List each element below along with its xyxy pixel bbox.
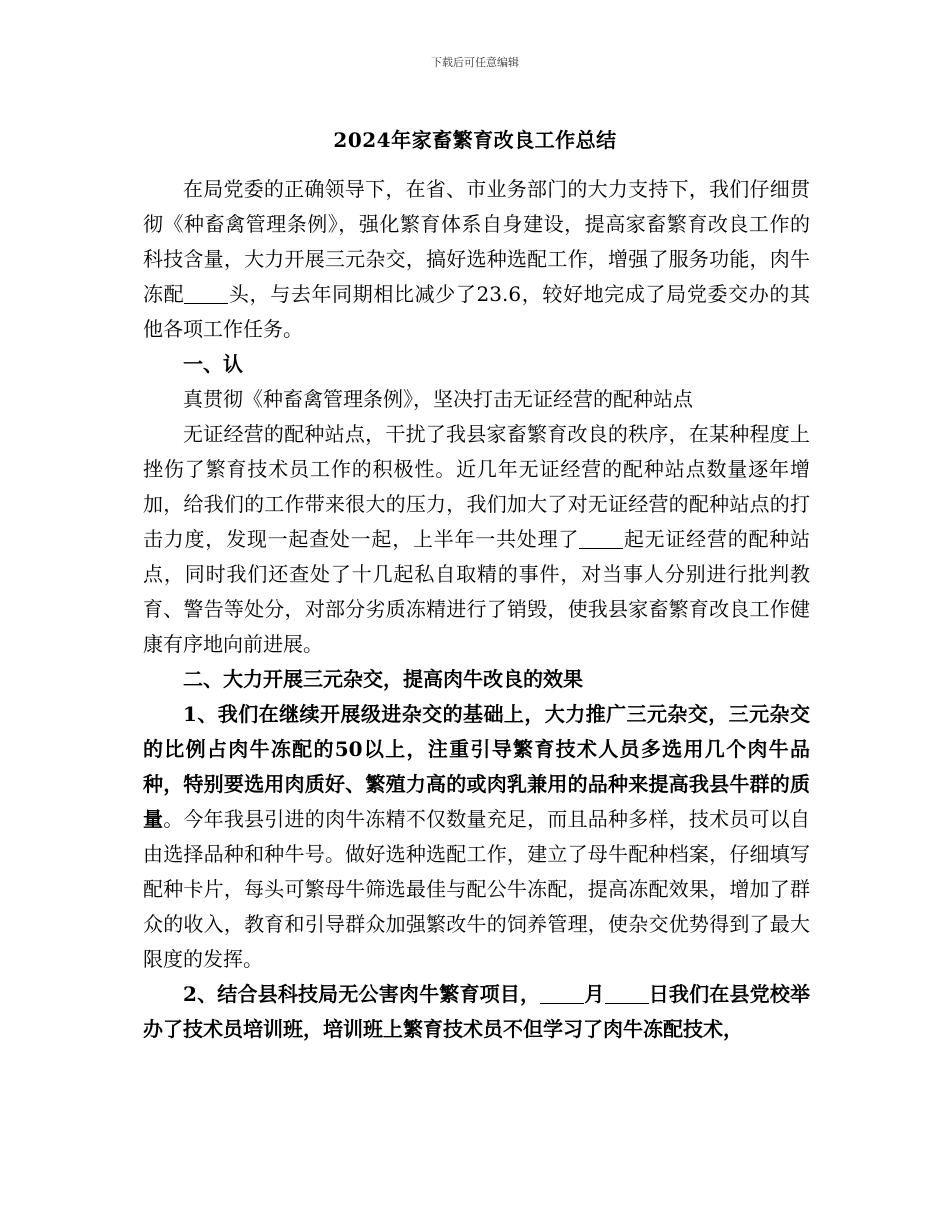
section2-heading: 二、大力开展三元杂交，提高肉牛改良的效果 <box>183 667 583 691</box>
section2-item1 <box>143 697 810 977</box>
intro-text-1: 在局党委的正确领导下，在省、市业务部门的大力支持下，我们仔细贯彻《种畜禽管理条例》，强化繁育体系自身建设，提高家畜繁育改良工作的科技含量，大力开展三元杂交，搞好选种选配工作，增强了服务功能，肉牛冻配 <box>143 177 810 306</box>
section2-item2-text-3: 日我们在县党校举办了技术员培训班，培训班上繁育技术员不但学习了肉牛冻配技术， <box>143 982 811 1041</box>
header-note: 下载后可任意编辑 <box>431 56 519 69</box>
intro-text-2: 头，与去年同期相比减少了23.6，较好地完成了局党委交办的其他各项工作任务。 <box>143 282 811 341</box>
page-title: 2024年家畜繁育改良工作总结 <box>333 128 617 152</box>
fill-blank <box>579 528 623 549</box>
intro-paragraph <box>143 172 810 347</box>
document-body <box>143 172 810 1047</box>
section1-paragraph <box>143 417 810 662</box>
fill-blank <box>184 283 228 304</box>
section2-item2-text-2: 月 <box>584 982 605 1006</box>
section2-item1-text: 。今年我县引进的肉牛冻精不仅数量充足，而且品种多样，技术员可以自由选择品种和种牛号。做好选种选配工作，建立了母牛配种档案，仔细填写配种卡片，每头可繁母牛筛选最佳与配公牛冻配，提高冻配效果，增加了群众的收入，教育和引导群众加强繁改牛的饲养管理，使杂交优势得到了最大限度的发挥。 <box>143 807 810 971</box>
section1-subheading: 真贯彻《种畜禽管理条例》，坚决打击无证经营的配种站点 <box>183 387 693 411</box>
fill-blank <box>540 983 584 1004</box>
section1-text-1: 无证经营的配种站点，干扰了我县家畜繁育改良的秩序，在某种程度上挫伤了繁育技术员工作的积极性。近几年无证经营的配种站点数量逐年增加，给我们的工作带来很大的压力，我们加大了对无证经营的配种站点的打击力度，发现一起查处一起，上半年一共处理了 <box>143 422 810 551</box>
section1-text-2: 起无证经营的配种站点，同时我们还查处了十几起私自取精的事件，对当事人分别进行批判教育、警告等处分，对部分劣质冻精进行了销毁，使我县家畜繁育改良工作健康有序地向前进展。 <box>143 527 811 656</box>
section2-item1-emphasis: 1、我们在继续开展级进杂交的基础上，大力推广三元杂交，三元杂交的比例占肉牛冻配的50以上，注重引导繁育技术人员多选用几个肉牛品种，特别要选用肉质好、繁殖力高的或肉乳兼用的品种来提高我县牛群的质量 <box>143 702 810 831</box>
fill-blank <box>605 983 649 1004</box>
section2-item2 <box>143 977 810 1047</box>
section1-heading: 一、认 <box>183 352 243 376</box>
section2-item2-text-1: 2、结合县科技局无公害肉牛繁育项目， <box>183 982 541 1006</box>
